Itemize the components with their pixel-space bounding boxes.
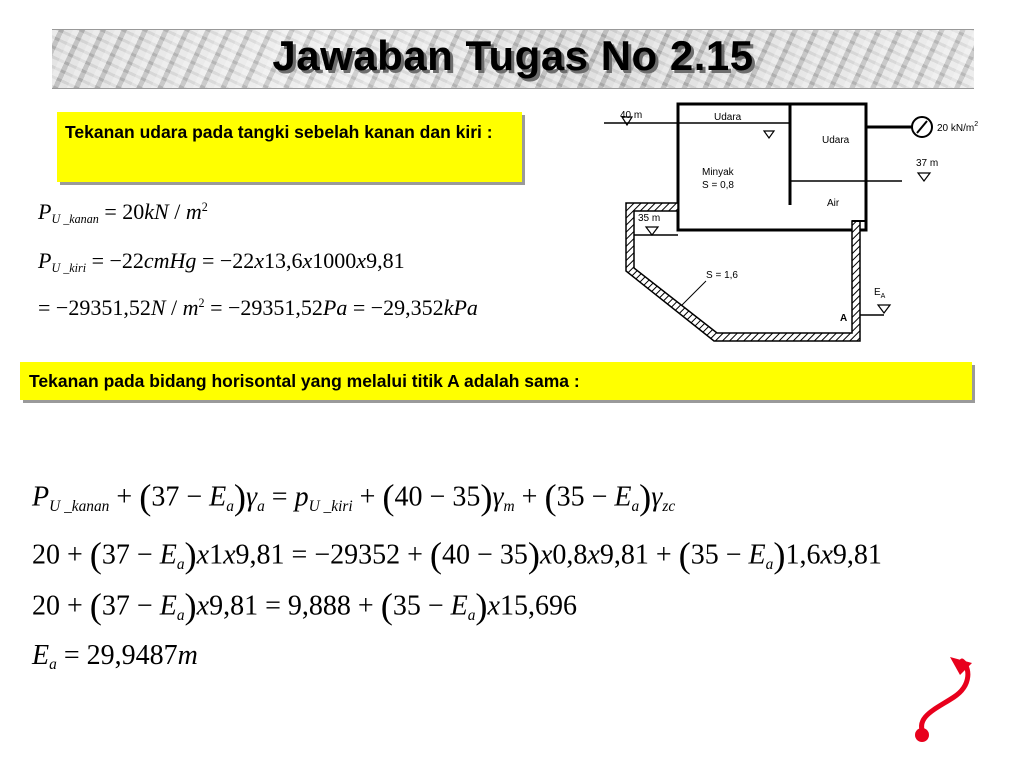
label-37m: 37 m [916,158,939,169]
label-air: Air [827,198,840,209]
equation-pu-kanan: PU _kanan = $20kN / m^2$ [38,199,208,227]
title-banner [52,29,974,89]
slide-title: Jawaban Tugas No 2.15 [272,32,754,79]
equation-pu-kiri-result: = $-29351,52N / m^2 = -29351,52Pa = -29,352kPa$ [38,295,478,320]
equation-simplified: 20 + (37 − Ea)x9,81 = 9,888 + (35 − Ea)x15,696 [32,586,577,626]
note-horizontal-plane: Tekanan pada bidang horisontal yang melalui titik A adalah sama : [20,362,972,400]
label-s-mercury: S = 1,6 [706,270,738,281]
label-ea: $E_A$ [874,287,886,300]
label-gauge: 20 $kN/m^2$ [937,121,979,134]
equation-substitution: 20 + (37 − Ea)x1x9,81 = −29352 + (40 − 35)x0,8x9,81 + (35 − Ea)1,6x9,81 [32,535,882,575]
label-s-minyak: S = 0,8 [702,180,734,191]
note-air-pressure: Tekanan udara pada tangki sebelah kanan dan kiri : [57,112,522,182]
equation-pu-kiri: PU _kiri = −22cmHg = −22x13,6x1000x9,81 [38,248,405,276]
equation-balance: PU _kanan + (37 − Ea)γa = pU _kiri + (40 − 35)γm + (35 − Ea)γzc [32,477,676,517]
label-35m: 35 m [638,213,661,224]
label-udara-left: Udara [714,112,742,123]
label-udara-right: Udara [822,135,850,146]
label-point-a: A [840,313,848,324]
label-minyak: Minyak [702,167,734,178]
label-40m: 40 m [620,110,643,121]
curved-return-arrow-icon[interactable] [906,655,976,745]
tank-diagram [602,93,979,355]
equation-result: Ea = 29,9487m [32,640,198,674]
